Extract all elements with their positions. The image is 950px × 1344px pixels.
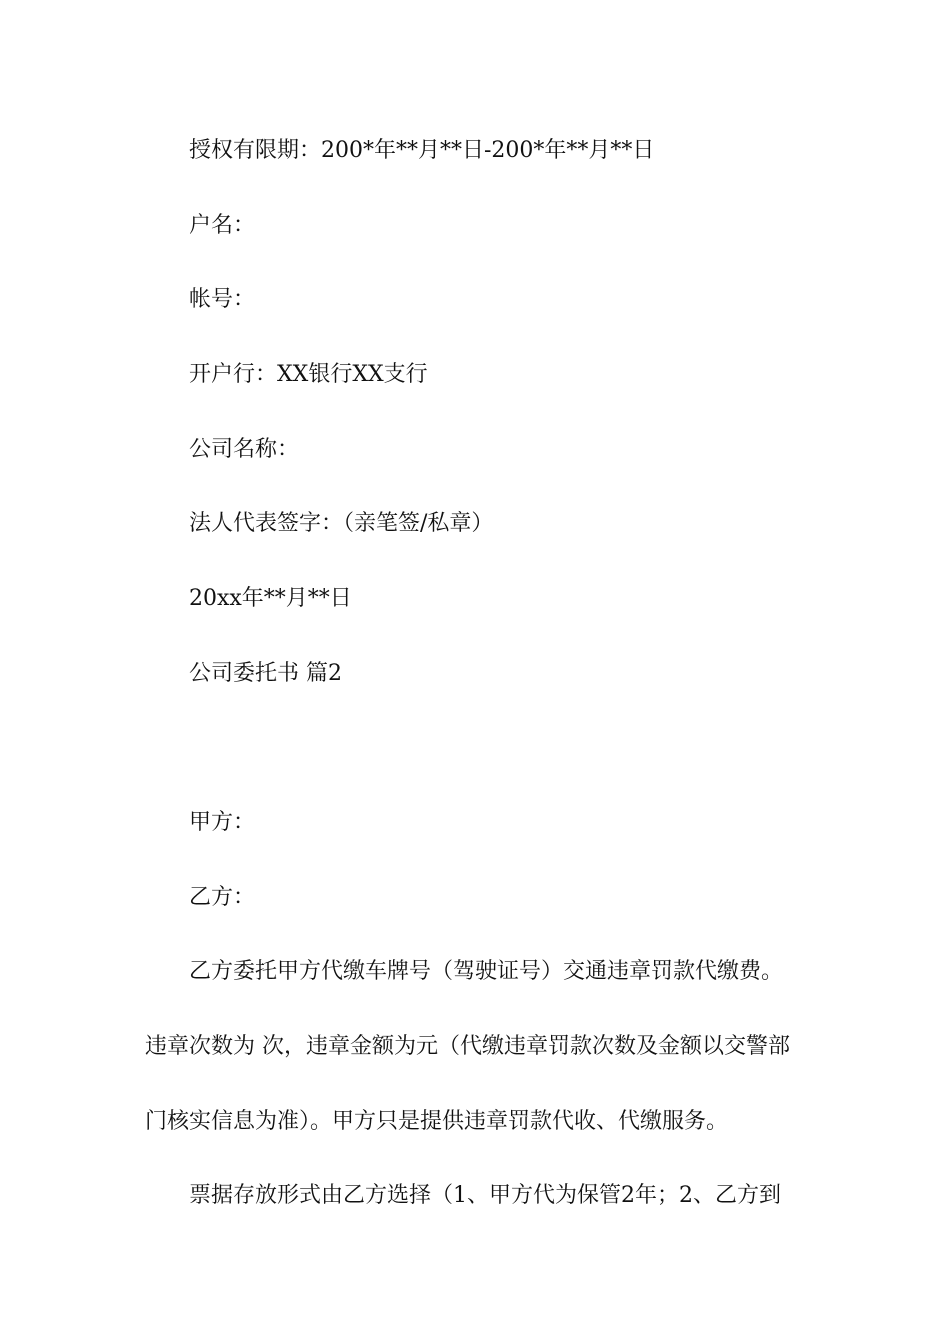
paragraph-line: 乙方委托甲方代缴车牌号（驾驶证号）交通违章罚款代缴费。 [189, 959, 784, 984]
party-b-line: 乙方： [189, 885, 256, 910]
legal-representative-signature-line: 法人代表签字：（亲笔签/私章） [189, 511, 494, 536]
bank-branch-line: 开户行：XX银行XX支行 [189, 362, 428, 387]
section-heading: 公司委托书 篇2 [189, 661, 342, 686]
company-name-line: 公司名称： [189, 437, 300, 462]
party-a-line: 甲方： [189, 810, 256, 835]
account-name-line: 户名： [189, 213, 256, 238]
date-line: 20xx年**月**日 [189, 586, 352, 611]
paragraph-line: 门核实信息为准）。甲方只是提供违章罚款代收、代缴服务。 [145, 1109, 729, 1134]
paragraph-line: 违章次数为 次，违章金额为元（代缴违章罚款次数及金额以交警部 [145, 1034, 790, 1059]
authorization-period-line: 授权有限期：200*年**月**日-200*年**月**日 [189, 138, 655, 163]
paragraph-line: 票据存放形式由乙方选择（1、甲方代为保管2年；2、乙方到 [189, 1183, 781, 1208]
account-number-line: 帐号： [189, 287, 256, 312]
